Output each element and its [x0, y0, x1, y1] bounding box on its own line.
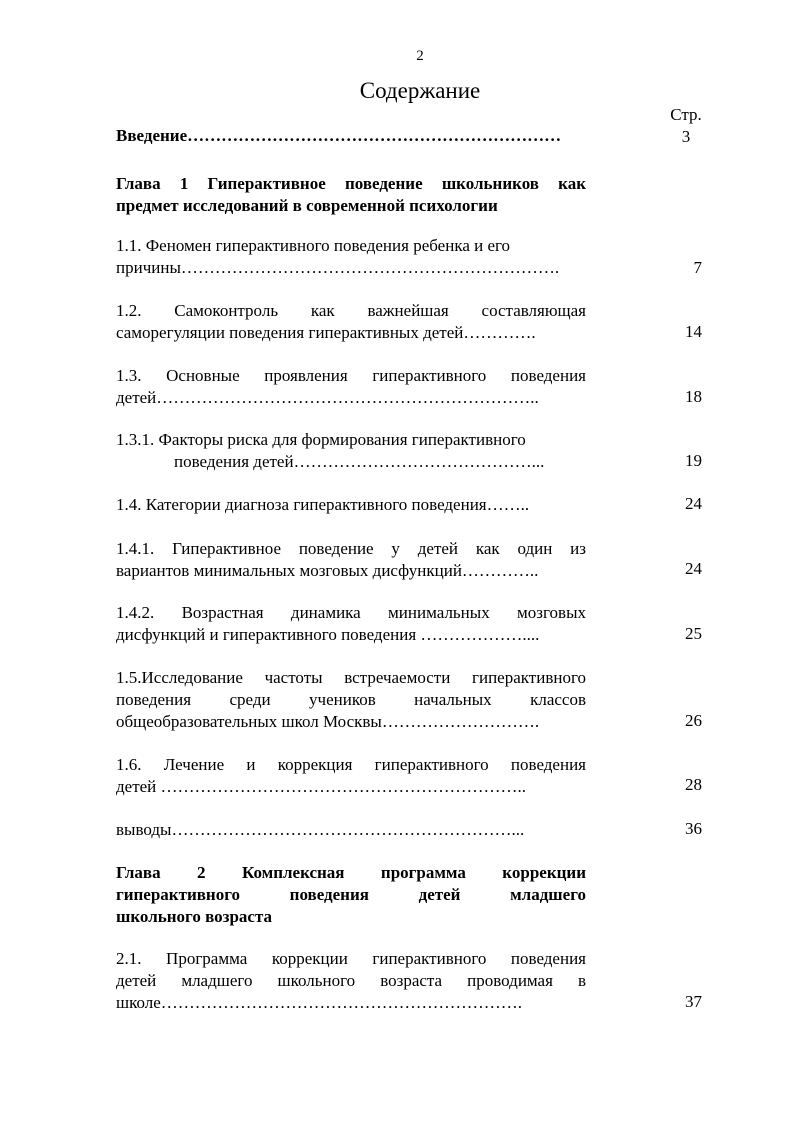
toc-entry-chapter-1 — [116, 173, 586, 217]
page-number: 2 — [416, 48, 424, 64]
toc-entry-line: общеобразовательных школ Москвы………………………. — [116, 712, 540, 731]
toc-entry-line: поведения детей……………………………………... — [174, 452, 545, 471]
toc-entry-line: школе………………………………………………………. — [116, 993, 523, 1012]
toc-page-number: 25 — [685, 624, 702, 643]
toc-entry-line: 1.4.2. Возрастная динамика минимальных мозговых — [116, 603, 586, 622]
toc-entry-line: 1.3.1. Факторы риска для формирования гиперактивного — [116, 430, 526, 449]
toc-page-number: 7 — [693, 258, 702, 277]
toc-page-number: 36 — [685, 819, 702, 838]
page-column-label: Стр. — [670, 105, 702, 124]
toc-entry-line: 1.4.1. Гиперактивное поведение у детей как один из — [116, 539, 586, 558]
toc-page-number: 28 — [685, 775, 702, 794]
toc-entry-line: поведения среди учеников начальных классов — [116, 690, 586, 709]
toc-page-number: 37 — [685, 992, 702, 1011]
toc-entry-1-5 — [116, 667, 586, 733]
toc-page-number: 24 — [685, 559, 702, 578]
toc-entry-line: 1.2. Самоконтроль как важнейшая составляющая — [116, 301, 586, 320]
toc-entry-introduction — [116, 125, 586, 147]
toc-entry-line: 1.3. Основные проявления гиперактивного поведения — [116, 366, 586, 385]
toc-entry-line: саморегуляции поведения гиперактивных детей…………. — [116, 323, 536, 342]
toc-entry-line: 1.4. Категории диагноза гиперактивного поведения…….. — [116, 495, 530, 514]
toc-entry-line: выводы……………………………………………………... — [116, 820, 525, 839]
toc-entry-1-4 — [116, 494, 586, 516]
toc-entry-line: Глава 2 Комплексная программа коррекции — [116, 863, 586, 882]
toc-page-number: 14 — [685, 322, 702, 341]
toc-entry-line: Введение………………………………………………………… — [116, 126, 562, 145]
toc-entry-line: 1.6. Лечение и коррекция гиперактивного поведения — [116, 755, 586, 774]
toc-page-number: 19 — [685, 451, 702, 470]
toc-entry-chapter-2 — [116, 862, 586, 928]
toc-entry-line: детей ……………………………………………………….. — [116, 777, 527, 796]
toc-page-number: 26 — [685, 711, 702, 730]
toc-entry-line: причины…………………………………………………………. — [116, 258, 560, 277]
toc-entry-line: гиперактивного поведения детей младшего — [116, 885, 586, 904]
toc-entry-1-3 — [116, 365, 586, 409]
toc-page-number: 24 — [685, 494, 702, 513]
page-title: Содержание — [359, 78, 481, 103]
toc-entry-1-6 — [116, 754, 586, 798]
toc-entry-line: 1.5.Исследование частоты встречаемости гиперактивного — [116, 668, 586, 687]
toc-entry-line: детей младшего школьного возраста проводимая в — [116, 971, 586, 990]
toc-entry-line: 2.1. Программа коррекции гиперактивного поведения — [116, 949, 586, 968]
toc-entry-1-1 — [116, 235, 586, 279]
toc-entry-1-3-1 — [116, 429, 586, 473]
toc-entry-line: школьного возраста — [116, 907, 273, 926]
toc-entry-1-2 — [116, 300, 586, 344]
toc-entry-line: детей………………………………………………………….. — [116, 388, 539, 407]
toc-entry-line: предмет исследований в современной психологии — [116, 196, 498, 215]
toc-entry-1-4-2 — [116, 602, 586, 646]
toc-entry-line: дисфункций и гиперактивного поведения ……………….... — [116, 625, 540, 644]
toc-page-number: 3 — [681, 127, 691, 146]
toc-entry-line: вариантов минимальных мозговых дисфункций………….. — [116, 561, 539, 580]
toc-entry-2-1 — [116, 948, 586, 1014]
toc-entry-line: Глава 1 Гиперактивное поведение школьников как — [116, 174, 586, 193]
toc-entry-line: 1.1. Феномен гиперактивного поведения ребенка и его — [116, 236, 511, 255]
toc-entry-1-4-1 — [116, 538, 586, 582]
toc-page-number: 18 — [685, 387, 702, 406]
toc-entry-conclusions — [116, 819, 586, 841]
